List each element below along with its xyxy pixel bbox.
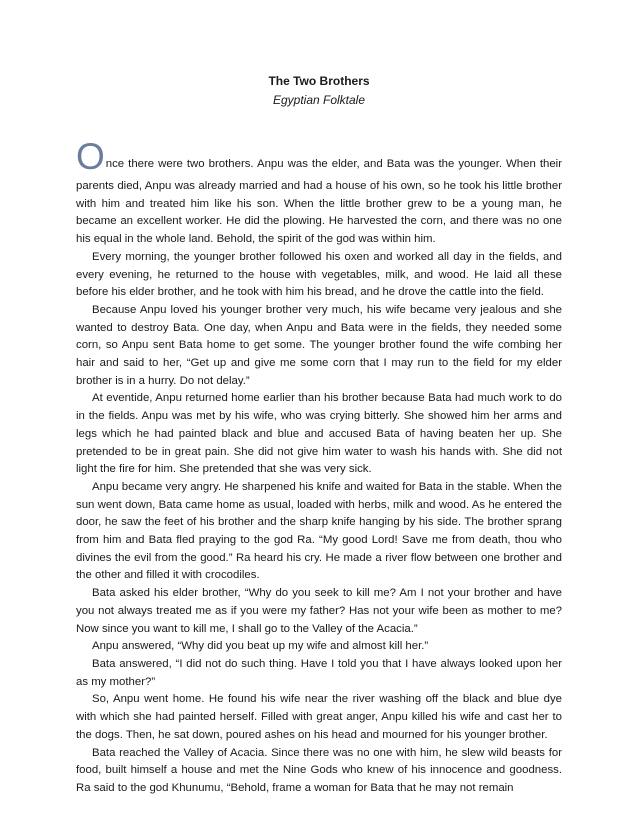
paragraph: At eventide, Anpu returned home earlier than his brother because Bata had much work to do in the fields. Anpu was met by his wife, who was crying bitterly. She showed him her arms and legs which he had painted black and blue and accused Bata of having beaten her up. She pretended to be in great pain. She did not give him water to wash his hands with. She did not light the fire for him. She pretended that she was very sick. bbox=[76, 392, 562, 476]
page-subtitle: Egyptian Folktale bbox=[272, 93, 366, 107]
paragraph: Anpu became very angry. He sharpened his knife and waited for Bata in the stable. When the sun went down, Bata came home as usual, loaded with herbs, milk and wood. As he entered the door, he saw the feet of his brother and the sharp knife hanging by his side. The brother sprang from him and Bata fled praying to the god Ra. “My good Lord! Save me from death, thou who divines the evil from the good.” Ra heard his cry. He made a river flow between one brother and the other and filled it with crocodiles. bbox=[76, 480, 562, 582]
paragraph: Bata reached the Valley of Acacia. Since there was no one with him, he slew wild beasts for food, built himself a house and met the Nine Gods who knew of his innocence and goodness. Ra said to the god Khunumu, “Behold, frame a woman for Bata that he may not remain bbox=[76, 746, 562, 794]
paragraph: Bata asked his elder brother, “Why do you seek to kill me? Am I not your brother and have you not always treated me as if you were my father? Has not your wife been as mother to me? Now since you want to kill me, I shall go to the Valley of the Acacia.” bbox=[76, 587, 562, 635]
page-title: The Two Brothers bbox=[268, 74, 370, 88]
story-body bbox=[76, 136, 562, 798]
drop-cap: O bbox=[76, 136, 105, 177]
paragraph: Bata answered, “I did not do such thing. Have I told you that I have always looked upon her as my mother?” bbox=[76, 657, 562, 688]
opening-line bbox=[76, 136, 562, 178]
paragraph: Because Anpu loved his younger brother very much, his wife became very jealous and she wanted to destroy Bata. One day, when Anpu and Bata were in the fields, they needed some corn, so Anpu sent Bata home to get some. The younger brother found the wife combing her hair and said to her, “Get up and give me some corn that I may run to the field for my elder brother is in a hurry. Do not delay.” bbox=[76, 303, 562, 387]
paragraph: parents died, Anpu was already married and had a house of his own, so he took his little brother with him and treated him like his son. When the little brother grew to be a young man, he became an excellent worker. He did the plowing. He harvested the corn, and there was no one his equal in the whole land. Behold, the spirit of the god was within him. bbox=[76, 180, 562, 246]
opening-line-text: nce there were two brothers. Anpu was the elder, and Bata was the younger. When their bbox=[105, 158, 562, 170]
paragraph: So, Anpu went home. He found his wife near the river washing off the black and blue dye with which she had painted herself. Filled with great anger, Anpu killed his wife and cast her to the dogs. Then, he sat down, poured ashes on his head and mourned for his younger brother. bbox=[76, 693, 562, 741]
paragraph: Every morning, the younger brother followed his oxen and worked all day in the fields, and every evening, he returned to the house with vegetables, milk, and wood. He laid all these before his elder brother, and he took with him his bread, and he drove the cattle into the field. bbox=[76, 250, 562, 299]
paragraph: Anpu answered, “Why did you beat up my wife and almost kill her.” bbox=[92, 640, 429, 653]
